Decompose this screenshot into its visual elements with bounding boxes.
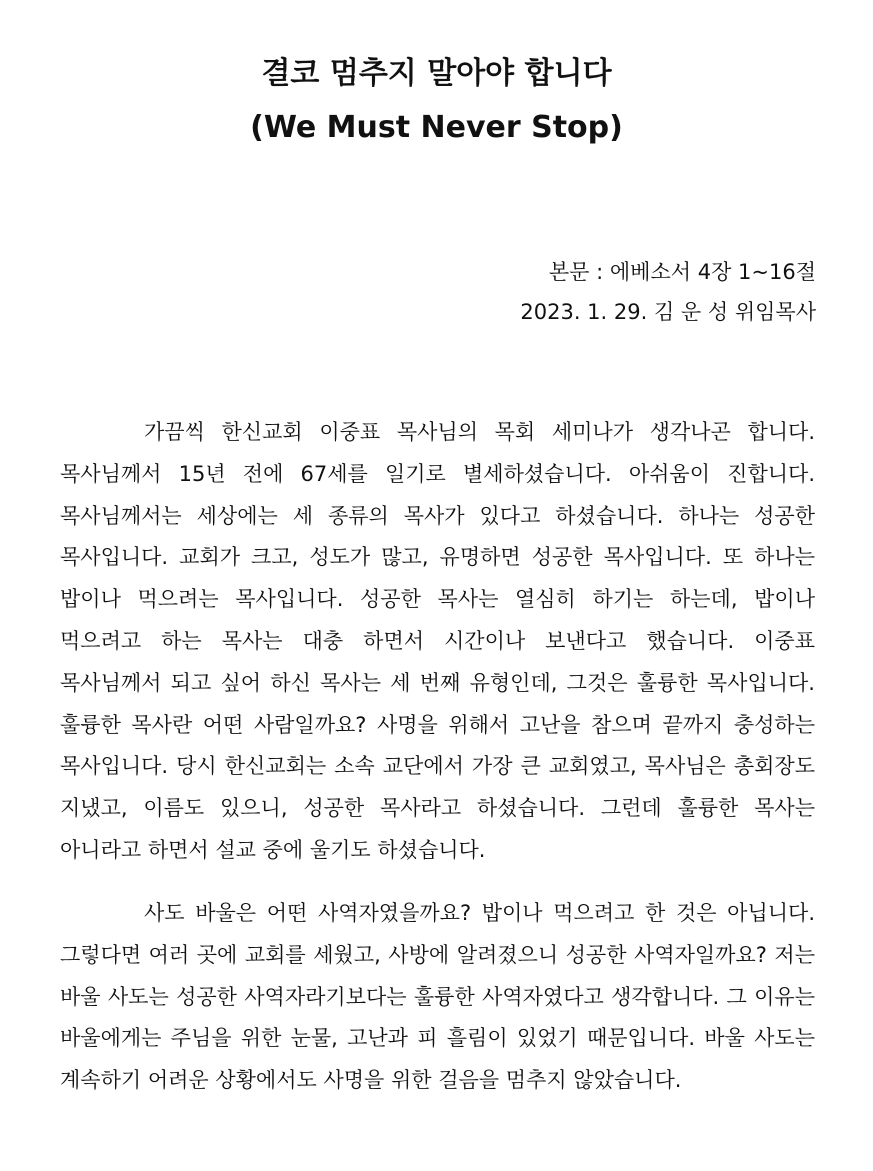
body-paragraph: 사도 바울은 어떤 사역자였을까요? 밥이나 먹으려고 한 것은 아닙니다. 그렇다면 여러 곳에 교회를 세웠고, 사방에 알려졌으니 성공한 사역자일까요? 저는 바울 사도는 성공한 사역자라기보다는 훌륭한 사역자였다고 생각합니다. 그 이유는 바울에게는 주님을 위한 눈물, 고난과 피 흘림이 있었기 때문입니다. 바울 사도는 계속하기 어려운 상황에서도 사명을 위한 걸음을 멈추지 않았습니다. [60, 901, 815, 1093]
page-subtitle-english: (We Must Never Stop) [250, 110, 623, 145]
date-and-author: 2023. 1. 29. 김 운 성 위임목사 [520, 300, 816, 324]
scripture-passage: 본문 : 에베소서 4장 1~16절 [548, 260, 816, 284]
body-paragraph: 가끔씩 한신교회 이중표 목사님의 목회 세미나가 생각나곤 합니다. 목사님께서 15년 전에 67세를 일기로 별세하셨습니다. 아쉬움이 진합니다. 목사님께서는 세상에는 세 종류의 목사가 있다고 하셨습니다. 하나는 성공한 목사입니다. 교회가 크고, 성도가 많고, 유명하면 성공한 목사입니다. 또 하나는 밥이나 먹으려는 목사입니다. 성공한 목사는 열심히 하기는 하는데, 밥이나 먹으려고 하는 목사는 대충 하면서 시간이나 보낸다고 했습니다. 이중표 목사님께서 되고 싶어 하신 목사는 세 번째 유형인데, 그것은 훌륭한 목사입니다. 훌륭한 목사란 어떤 사람일까요? 사명을 위해서 고난을 참으며 끝까지 충성하는 목사입니다. 당시 한신교회는 소속 교단에서 가장 큰 교회였고, 목사님은 총회장도 지냈고, 이름도 있으니, 성공한 목사라고 하셨습니다. 그런데 훌륭한 목사는 아니라고 하면서 설교 중에 울기도 하셨습니다. [60, 420, 815, 862]
page-title: 결코 멈추지 말아야 합니다 [261, 56, 612, 91]
